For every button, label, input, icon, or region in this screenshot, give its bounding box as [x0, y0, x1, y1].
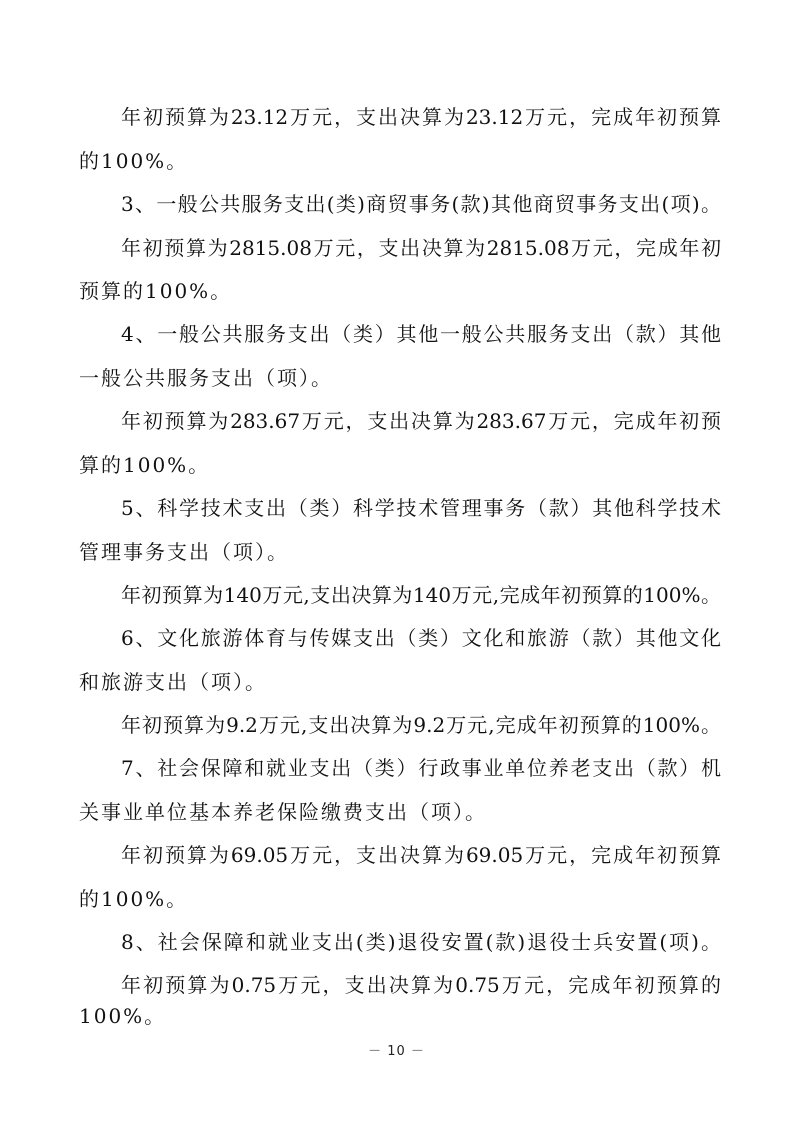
- text-line-3: 3、一般公共服务支出(类)商贸事务(款)其他商贸事务支出(项)。: [121, 192, 721, 216]
- text-line-9: 算的100%。: [79, 453, 211, 477]
- text-line-22: 100%。: [79, 1004, 167, 1028]
- text-line-4: 年初预算为2815.08万元，支出决算为2815.08万元，完成年初: [121, 236, 721, 260]
- text-line-1: 年初预算为23.12万元，支出决算为23.12万元，完成年初预算: [121, 105, 721, 129]
- text-line-10: 5、科学技术支出（类）科学技术管理事务（款）其他科学技术: [121, 496, 721, 520]
- text-line-13: 6、文化旅游体育与传媒支出（类）文化和旅游（款）其他文化: [121, 626, 721, 650]
- text-line-6: 4、一般公共服务支出（类）其他一般公共服务支出（款）其他: [121, 322, 721, 346]
- text-line-14: 和旅游支出（项）。: [79, 670, 267, 694]
- text-line-5: 预算的100%。: [79, 279, 233, 303]
- text-line-2: 的100%。: [79, 149, 189, 173]
- text-line-18: 年初预算为69.05万元，支出决算为69.05万元，完成年初预算: [121, 843, 721, 867]
- text-line-12: 年初预算为140万元,支出决算为140万元,完成年初预算的100%。: [121, 583, 721, 607]
- text-line-16: 7、社会保障和就业支出（类）行政事业单位养老支出（款）机: [121, 756, 721, 780]
- text-line-8: 年初预算为283.67万元，支出决算为283.67万元，完成年初预: [121, 409, 721, 433]
- text-line-11: 管理事务支出（项）。: [79, 540, 289, 564]
- text-line-19: 的100%。: [79, 887, 189, 911]
- text-line-7: 一般公共服务支出（项）。: [79, 366, 333, 390]
- text-line-17: 关事业单位基本养老保险缴费支出（项）。: [79, 800, 487, 824]
- page-number: － 10 －: [368, 1044, 425, 1059]
- text-line-15: 年初预算为9.2万元,支出决算为9.2万元,完成年初预算的100%。: [121, 713, 721, 737]
- text-line-21: 年初预算为0.75万元，支出决算为0.75万元，完成年初预算的: [121, 973, 721, 997]
- text-line-20: 8、社会保障和就业支出(类)退役安置(款)退役士兵安置(项)。: [121, 930, 721, 954]
